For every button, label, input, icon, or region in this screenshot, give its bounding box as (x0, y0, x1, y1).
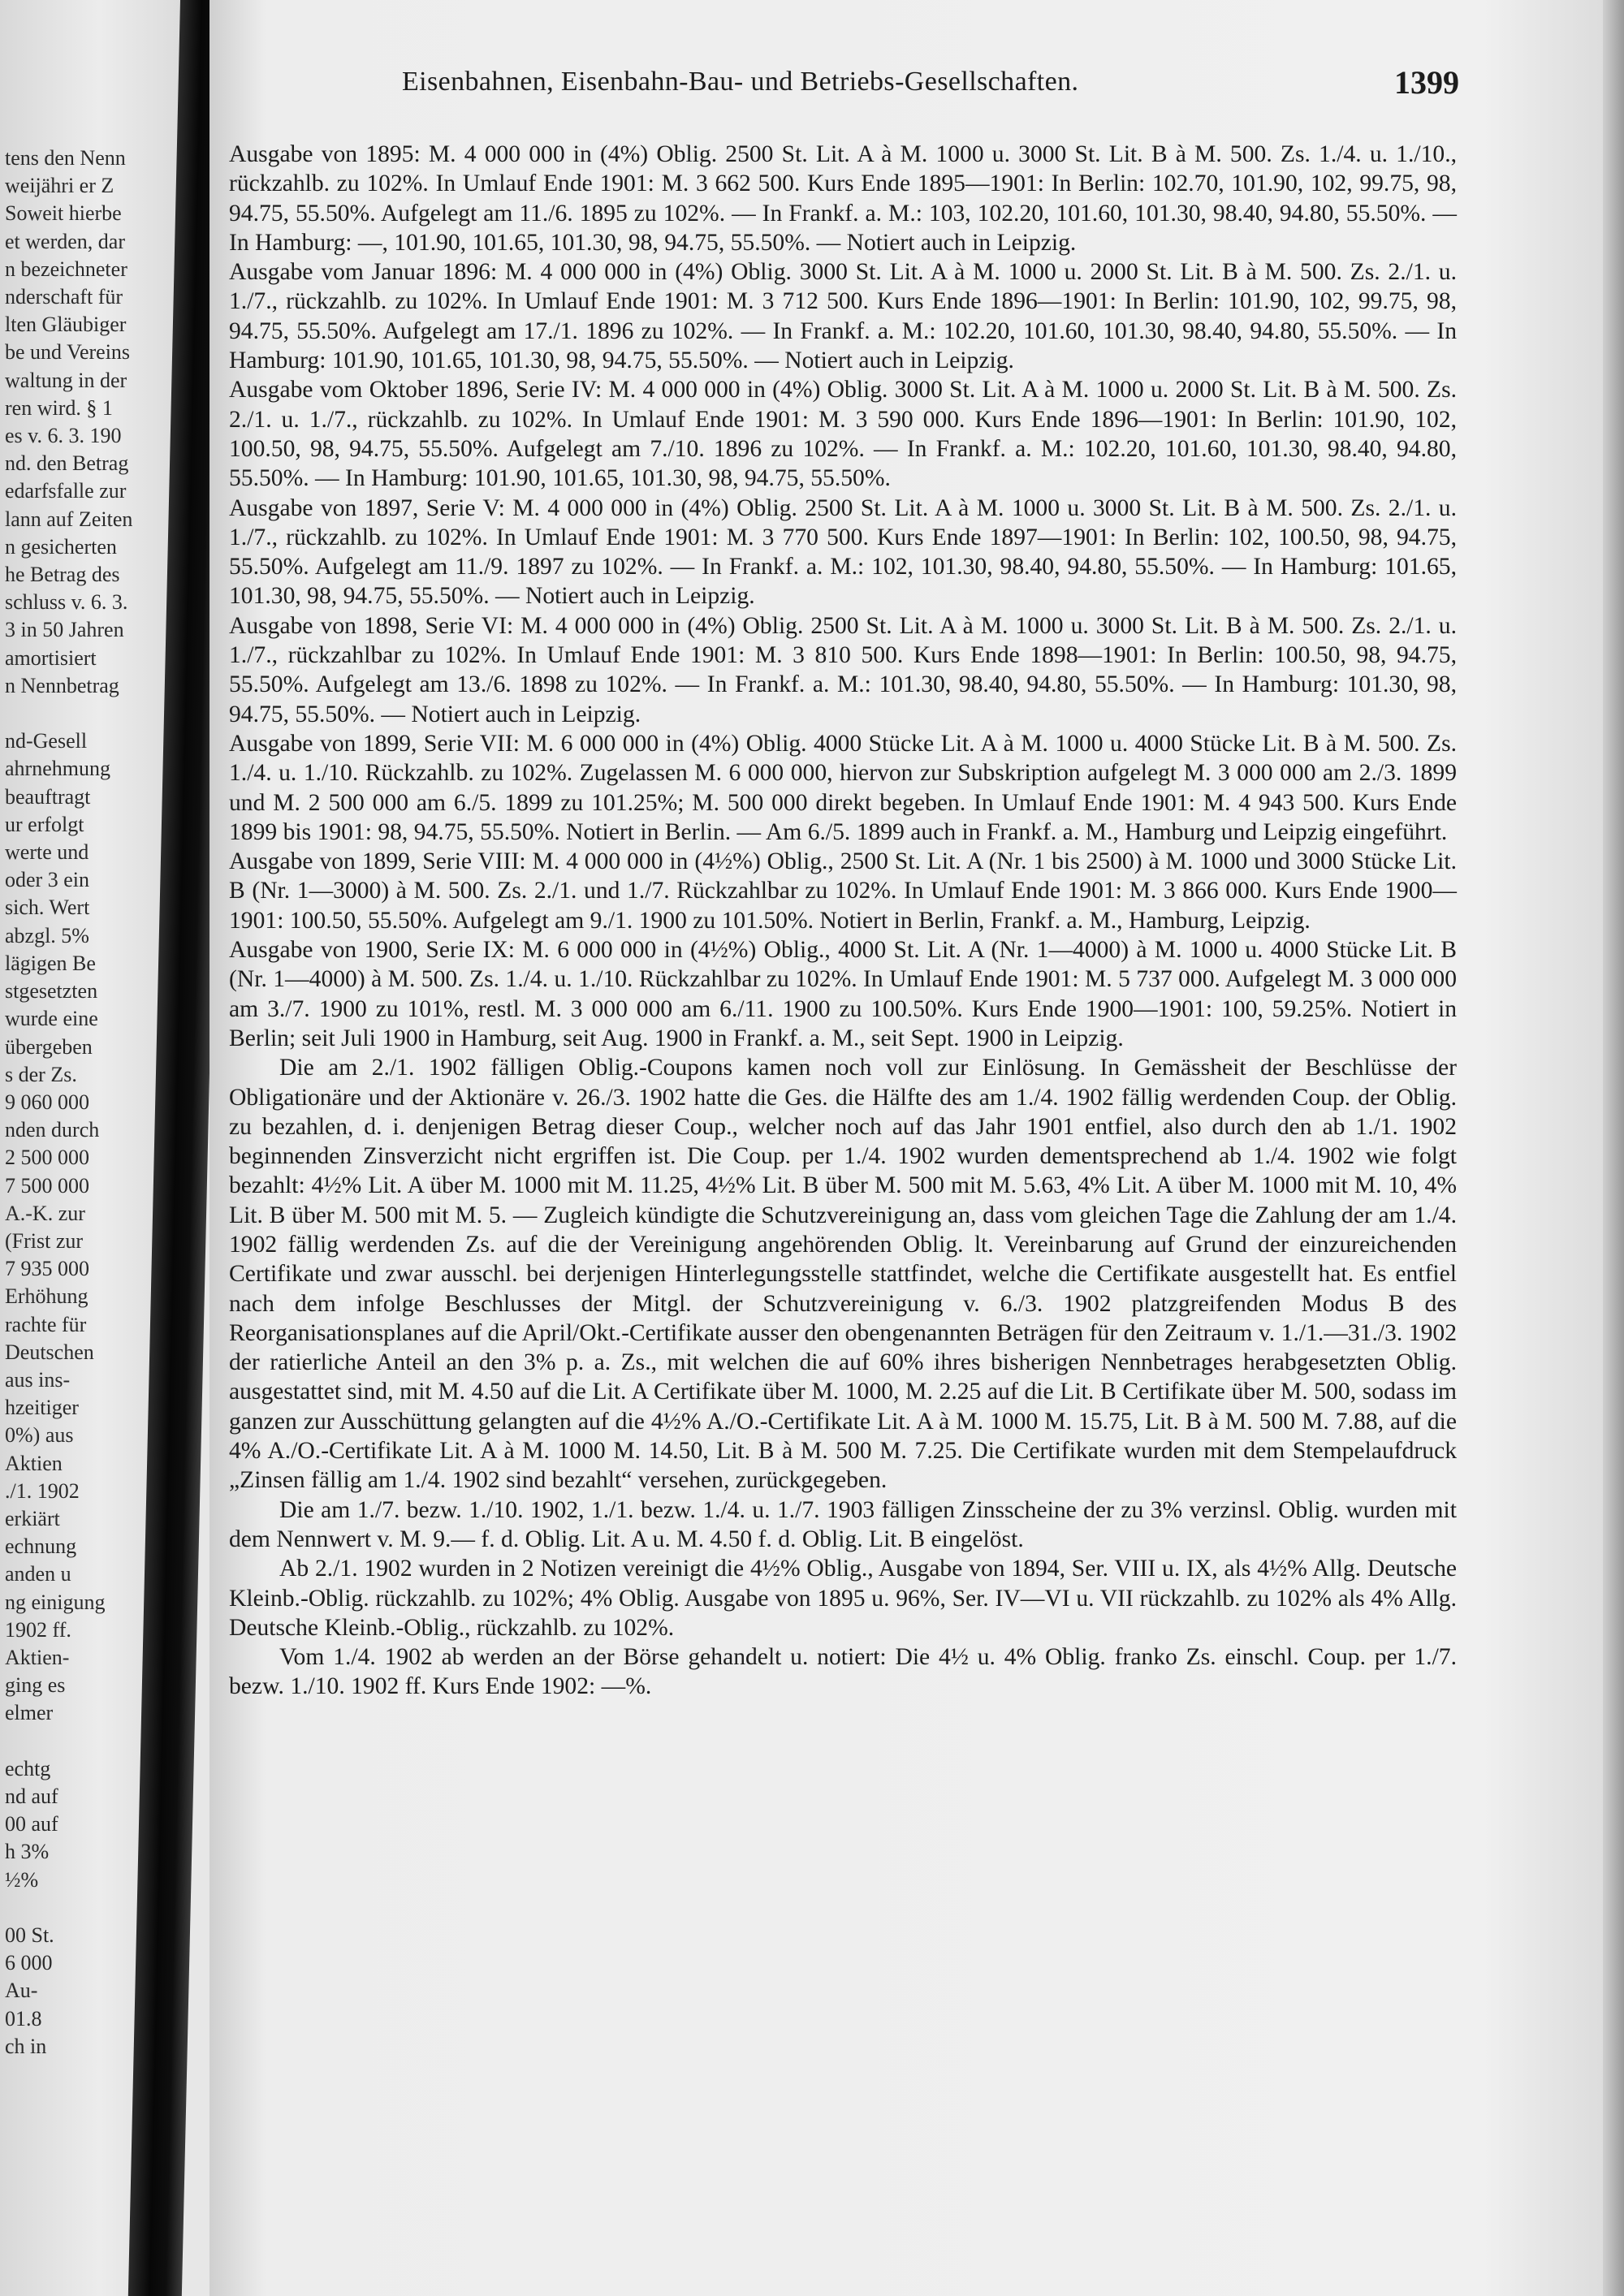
adjacent-page-line: nden durch (5, 1118, 100, 1142)
paragraph: Vom 1./4. 1902 ab werden an der Börse gehandelt u. notiert: Die 4½ u. 4% Oblig. franko Zs. einschl. Coup. per 1./7. bezw. 1./10. 1902 ff. Kurs Ende 1902: —%. (229, 1644, 1457, 1700)
adjacent-page-line: ./1. 1902 (5, 1478, 80, 1503)
adjacent-page-line: nd auf (5, 1784, 58, 1808)
adjacent-page-line: 00 auf (5, 1812, 58, 1836)
paragraph: Ab 2./1. 1902 wurden in 2 Notizen vereinigt die 4½% Oblig., Ausgabe von 1894, Ser. VIII u. IX, als 4½% Allg. Deutsche Kleinb.-Oblig. rückzahlb. zu 102%; 4% Oblig. Ausgabe von 1895 u. 96%, Ser. IV—VI u. VII rückzahlb. zu 102% als 4% Allg. Deutsche Kleinb.-Oblig., rückzahlb. zu 102%. (229, 1556, 1457, 1641)
adjacent-page-line: waltung in der (5, 368, 127, 392)
adjacent-page-line: 01.8 (5, 2006, 42, 2031)
adjacent-page-line: lten Gläubiger (5, 313, 127, 337)
adjacent-page-line: Aktien (5, 1451, 63, 1475)
paragraph: Ausgabe von 1900, Serie IX: M. 6 000 000 in (4½%) Oblig., 4000 St. Lit. A (Nr. 1—4000) à M. 1000 u. 4000 Stücke Lit. B (Nr. 1—4000) à M. 500. Zs. 1./4. u. 1./10. Rückzahlbar zu 102%. In Umlauf Ende 1901: M. 5 737 000. Aufgelegt M. 3 000 000 am 3./7. 1900 zu 101%, restl. M. 3 000 000 am 6./11. 1900 zu 100.50%. Kurs Ende 1900—1901: 100, 59.25%. Notiert in Berlin; seit Juli 1900 in Hamburg, seit Aug. 1900 in Frankf. a. M., seit Sept. 1900 in Leipzig. (229, 937, 1457, 1051)
adjacent-page-line: Erhöhung (5, 1284, 89, 1309)
adjacent-page-line: Au- (5, 1979, 38, 2003)
adjacent-page-line: ch in (5, 2034, 47, 2058)
adjacent-page-line: et werden, dar (5, 229, 125, 253)
adjacent-page-line: werte und (5, 840, 89, 865)
page-number: 1399 (1394, 64, 1459, 101)
adjacent-page-line: echnung (5, 1534, 77, 1559)
adjacent-page-line: ren wird. § 1 (5, 395, 113, 420)
adjacent-page-line: Deutschen (5, 1340, 94, 1364)
adjacent-page-line: lann auf Zeiten (5, 507, 133, 531)
adjacent-page-line: hzeitiger (5, 1396, 79, 1420)
adjacent-page-line: elmer (5, 1701, 54, 1725)
adjacent-page-line: 0%) aus (5, 1423, 74, 1448)
adjacent-page-line: edarfsfalle zur (5, 479, 127, 503)
paragraph: Ausgabe von 1895: M. 4 000 000 in (4%) Oblig. 2500 St. Lit. A à M. 1000 u. 3000 St. Lit. B à M. 500. Zs. 1./4. u. 1./10., rückzahlb. zu 102%. In Umlauf Ende 1901: M. 3 662 500. Kurs Ende 1895—1901: In Berlin: 102.70, 101.90, 102, 99.75, 98, 94.75, 55.50%. Aufgelegt am 11./6. 1895 zu 102%. — In Frankf. a. M.: 103, 102.20, 101.60, 101.30, 98.40, 94.80, 55.50%. — In Hamburg: —, 101.90, 101.65, 101.30, 98, 94.75, 55.50%. — Notiert auch in Leipzig. (229, 141, 1457, 256)
paragraph: Ausgabe von 1899, Serie VIII: M. 4 000 000 in (4½%) Oblig., 2500 St. Lit. A (Nr. 1 bis 2500) à M. 1000 und 3000 Stücke Lit. B (Nr. 1—3000) à M. 500. Zs. 2./1. und 1./7. Rückzahlbar zu 102%. In Umlauf Ende 1901: M. 3 866 000. Kurs Ende 1900—1901: 100.50, 55.50%. Aufgelegt am 9./1. 1900 zu 101.50%. Notiert in Berlin, Frankf. a. M., Hamburg, Leipzig. (229, 848, 1457, 934)
adjacent-page-line: erkiärt (5, 1506, 60, 1530)
adjacent-page-line: 7 935 000 (5, 1257, 89, 1281)
paragraph: Ausgabe von 1899, Serie VII: M. 6 000 000 in (4%) Oblig. 4000 Stücke Lit. A à M. 1000 u. 4000 Stücke Lit. B à M. 500. Zs. 1./4. u. 1./10. Rückzahlb. zu 102%. Zugelassen M. 6 000 000, hiervon zur Subskription aufgelegt M. 3 000 000 am 2./3. 1899 und M. 2 500 000 am 6./5. 1899 zu 101.25%; M. 500 000 direkt begeben. In Umlauf Ende 1901: M. 4 943 500. Kurs Ende 1899 bis 1901: 98, 94.75, 55.50%. Notiert in Berlin. — Am 6./5. 1899 auch in Frankf. a. M., Hamburg und Leipzig eingeführt. (229, 730, 1457, 845)
adjacent-page-line: aus ins- (5, 1367, 71, 1392)
adjacent-page-line: s der Zs. (5, 1062, 77, 1086)
adjacent-page-line: es v. 6. 3. 190 (5, 424, 122, 448)
paragraph: Die am 2./1. 1902 fälligen Oblig.-Coupons kamen noch voll zur Einlösung. In Gemässheit der Beschlüsse der Obligationäre und der Aktionäre v. 26./3. 1902 hatte die Ges. die Hälfte des am 1./4. 1902 fällig werdenden Coup. der Oblig. zu bezahlen, d. i. denjenigen Betrag dieser Coup., welcher noch auf das Jahr 1901 entfiel, also durch den ab 1./1. 1902 beginnenden Zinsverzicht nicht ergriffen ist. Die Coup. per 1./4. 1902 wurden dementsprechend ab 1./4. 1902 wie folgt bezahlt: 4½% Lit. A über M. 1000 mit M. 11.25, 4½% Lit. B über M. 500 mit M. 5.63, 4% Lit. A über M. 1000 mit M. 10, 4% Lit. B über M. 500 mit M. 5. — Zugleich kündigte die Schutzvereinigung an, dass vom gleichen Tage die Zahlung der am 1./4. 1902 fällig werdenden Zs. auf die der Vereinigung angehörenden Oblig. lt. Vereinbarung auf Grund der einzureichenden Certifikate und zwar ausschl. bei derjenigen Hinterlegungsstelle stattfindet, welche die Certifikate ausgestellt hat. Es entfiel nach dem infolge Beschlusses der Mitgl. der Schutzvereinigung v. 6./3. 1902 platzgreifenden Modus B des Reorganisationsplanes auf die April/Okt.-Certifikate ausser den obengenannten Beträgen für den Zeitraum v. 1./1.—31./3. 1902 der ratierliche Anteil an den 3% p. a. Zs., mit welchen die auf 60% ihres bisherigen Nennbetrages herabgesetzten Oblig. ausgestattet sind, mit M. 4.50 auf die Lit. A Certifikate über M. 1000, M. 2.25 auf die Lit. B Certifikate über M. 500, sodass im ganzen zur Ausschüttung gelangten auf die 4½% A./O.-Certifikate Lit. A à M. 1000 M. 15.75, Lit. B à M. 500 M. 7.88, auf die 4% A./O.-Certifikate Lit. A à M. 1000 M. 14.50, Lit. B à M. 500 M. 7.25. Die Certifikate wurden mit dem Stempelaufdruck „Zinsen fällig am 1./4. 1902 sind bezahlt“ versehen, zurückgegeben. (229, 1055, 1457, 1494)
adjacent-page-line: rachte für (5, 1312, 87, 1336)
adjacent-page-line: be und Vereins (5, 340, 131, 365)
adjacent-page-line: ging es (5, 1673, 66, 1698)
page-edge-shadow (1603, 0, 1624, 2296)
paragraph: Ausgabe vom Oktober 1896, Serie IV: M. 4 000 000 in (4%) Oblig. 3000 St. Lit. A à M. 1000 u. 2000 St. Lit. B à M. 500. Zs. 2./1. u. 1./7., rückzahlb. zu 102%. In Umlauf Ende 1901: M. 3 590 000. Kurs Ende 1896—1901: In Berlin: 101.90, 102, 100.50, 98, 94.75, 55.50%. Aufgelegt am 7./10. 1896 zu 102%. — In Frankf. a. M.: 102.20, 101.60, 101.30, 98.40, 94.80, 55.50%. — In Hamburg: 101.90, 101.65, 101.30, 98, 94.75, 55.50%. (229, 377, 1457, 492)
adjacent-page-line: nderschaft für (5, 285, 123, 309)
adjacent-page-line: anden u (5, 1562, 71, 1586)
adjacent-page-line: wurde eine (5, 1007, 98, 1031)
adjacent-page-line: tens den Nenn (5, 146, 126, 170)
adjacent-page-line: Aktien- (5, 1645, 70, 1669)
adjacent-page-line: schluss v. 6. 3. (5, 590, 128, 615)
paragraph: Ausgabe von 1898, Serie VI: M. 4 000 000 in (4%) Oblig. 2500 St. Lit. A à M. 1000 u. 3000 St. Lit. B à M. 500. Zs. 2./1. u. 1./7., rückzahlbar zu 102%. In Umlauf Ende 1901: M. 3 810 500. Kurs Ende 1898—1901: In Berlin: 100.50, 98, 94.75, 55.50%. Aufgelegt am 13./6. 1898 zu 102%. — In Frankf. a. M.: 101.30, 98.40, 94.80, 55.50%. — In Hamburg: 101.30, 98, 94.75, 55.50%. — Notiert auch in Leipzig. (229, 612, 1457, 727)
adjacent-page-line: 7 500 000 (5, 1173, 89, 1198)
adjacent-page-line: ng einigung (5, 1590, 106, 1614)
adjacent-page-line: ahrnehmung (5, 757, 110, 781)
adjacent-page-line: n gesicherten (5, 534, 117, 559)
adjacent-page-line: nd. den Betrag (5, 451, 129, 476)
adjacent-page-line: 00 St. (5, 1923, 54, 1947)
adjacent-page-line: sich. Wert (5, 896, 90, 920)
adjacent-page-line: weijähri er Z (5, 174, 114, 198)
adjacent-page-line: echtg (5, 1756, 51, 1780)
paragraph: Die am 1./7. bezw. 1./10. 1902, 1./1. bezw. 1./4. u. 1./7. 1903 fälligen Zinsscheine der zu 3% verzinsl. Oblig. wurden mit dem Nennwert v. M. 9.— f. d. Oblig. Lit. A u. M. 4.50 f. d. Oblig. Lit. B eingelöst. (229, 1496, 1457, 1552)
adjacent-page-line: nd-Gesell (5, 729, 88, 753)
adjacent-page-line: 9 060 000 (5, 1090, 89, 1114)
adjacent-page-line: Soweit hierbe (5, 201, 122, 226)
running-title: Eisenbahnen, Eisenbahn-Bau- und Betriebs-Gesellschaften. (402, 67, 1079, 97)
paragraph: Ausgabe vom Januar 1896: M. 4 000 000 in (4%) Oblig. 3000 St. Lit. A à M. 1000 u. 2000 St. Lit. B à M. 500. Zs. 2./1. u. 1./7., rückzahlb. zu 102%. In Umlauf Ende 1901: M. 3 712 500. Kurs Ende 1896—1901: In Berlin: 101.90, 102, 99.75, 98, 94.75, 55.50%. Aufgelegt am 17./1. 1896 zu 102%. — In Frankf. a. M.: 102.20, 101.60, 101.30, 98.40, 94.80, 55.50%. — In Hamburg: 101.90, 101.65, 101.30, 98, 94.75, 55.50%. — Notiert auch in Leipzig. (229, 259, 1457, 374)
adjacent-page-line: n bezeichneter (5, 257, 127, 281)
adjacent-page-line: übergeben (5, 1034, 93, 1059)
adjacent-page-line: 2 500 000 (5, 1146, 89, 1170)
paragraph: Ausgabe von 1897, Serie V: M. 4 000 000 in (4%) Oblig. 2500 St. Lit. A à M. 1000 u. 3000 St. Lit. B à M. 500. Zs. 2./1. u. 1./7., rückzahlb. zu 102%. In Umlauf Ende 1901: M. 3 770 500. Kurs Ende 1897—1901: In Berlin: 102, 100.50, 98, 94.75, 55.50%. Aufgelegt am 11./9. 1897 zu 102%. — In Frankf. a. M.: 102, 101.30, 98.40, 94.80, 55.50%. — In Hamburg: 101.65, 101.30, 98, 94.75, 55.50%. — Notiert auch in Leipzig. (229, 494, 1457, 610)
adjacent-page-line: h 3% (5, 1840, 50, 1864)
page-header (402, 64, 1459, 107)
adjacent-page-line: stgesetzten (5, 979, 98, 1003)
adjacent-page-line: amortisiert (5, 645, 97, 670)
adjacent-page-line (0, 700, 180, 727)
adjacent-page-line: 3 in 50 Jahren (5, 618, 124, 642)
adjacent-page-line: abzgl. 5% (5, 923, 89, 947)
adjacent-page-line: 6 000 (5, 1951, 53, 1975)
adjacent-page-line: n Nennbetrag (5, 673, 119, 697)
adjacent-page-line: (Frist zur (5, 1228, 84, 1253)
adjacent-page-line: he Betrag des (5, 563, 120, 587)
adjacent-page-line: oder 3 ein (5, 868, 89, 892)
adjacent-page-line: 1902 ff. (5, 1617, 71, 1642)
adjacent-page-line: A.-K. zur (5, 1201, 85, 1225)
adjacent-page-line: ½% (5, 1867, 39, 1892)
adjacent-page-line: ur erfolgt (5, 812, 84, 836)
document-body (229, 140, 1457, 1702)
adjacent-page-line: lägigen Be (5, 951, 96, 975)
adjacent-page-line: beauftragt (5, 784, 91, 809)
